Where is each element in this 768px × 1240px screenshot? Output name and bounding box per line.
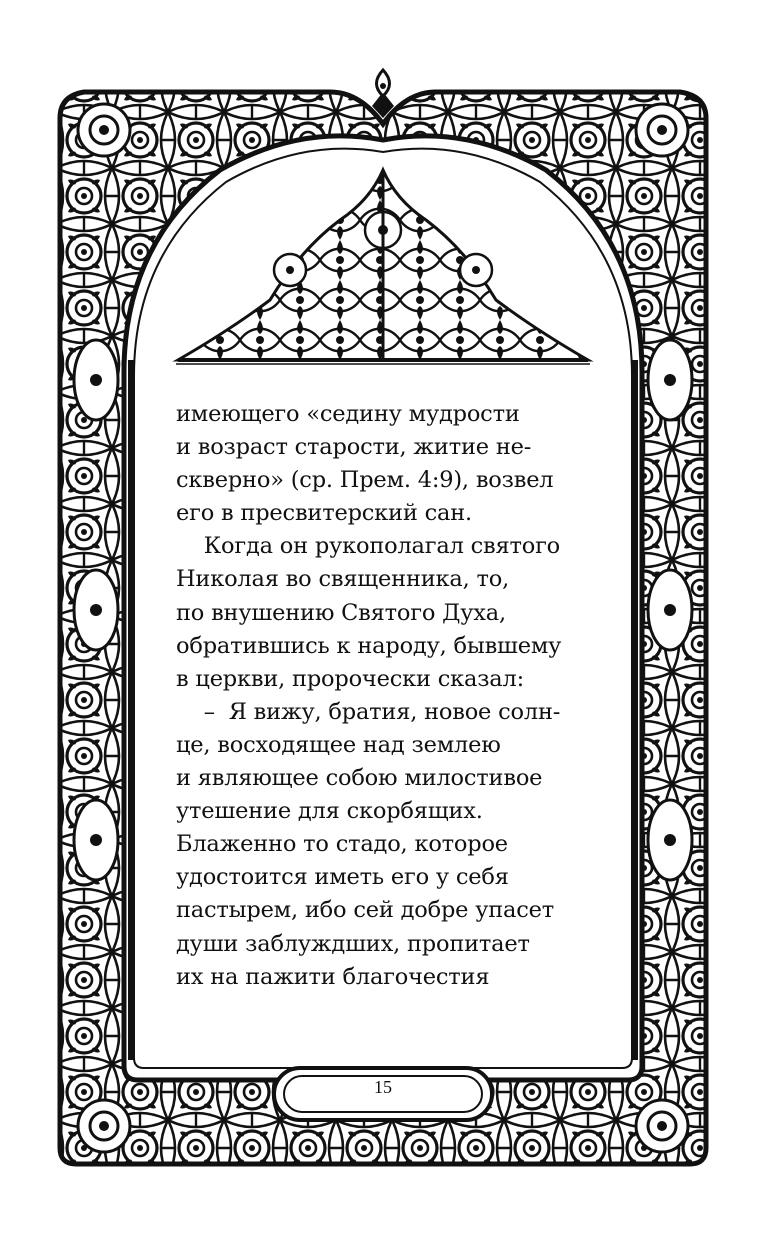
text-line: – Я вижу, братия, новое солн- bbox=[176, 698, 561, 725]
text-line: Блаженно то стадо, которое bbox=[176, 831, 508, 858]
text-line: имеющего «седину мудрости bbox=[176, 401, 520, 427]
text-line: удостоится иметь его у себя bbox=[176, 864, 509, 891]
text-line: и возраст старости, житие не- bbox=[176, 434, 532, 461]
text-line: по внушению Святого Духа, bbox=[176, 599, 506, 626]
text-line: обратившись к народу, бывшему bbox=[176, 632, 562, 659]
text-line: души заблуждших, пропитает bbox=[176, 930, 530, 957]
page-number: 15 bbox=[374, 1077, 392, 1097]
text-line: пастырем, ибо сей добре упасет bbox=[176, 897, 555, 924]
body-text bbox=[176, 398, 566, 994]
text-line: це, восходящее над землею bbox=[176, 731, 501, 758]
text-line: скверно» (ср. Прем. 4:9), возвел bbox=[176, 467, 554, 494]
text-line: его в пресвитерский сан. bbox=[176, 500, 472, 527]
text-line: в церкви, пророчески сказал: bbox=[176, 665, 524, 692]
text-line: утешение для скорбящих. bbox=[176, 798, 483, 825]
text-line: и являющее собою милостивое bbox=[176, 765, 543, 792]
text-line: Николая во священника, то, bbox=[176, 566, 510, 593]
text-line: их на пажити благочестия bbox=[176, 963, 490, 990]
text-line: Когда он рукополагал святого bbox=[176, 533, 561, 560]
